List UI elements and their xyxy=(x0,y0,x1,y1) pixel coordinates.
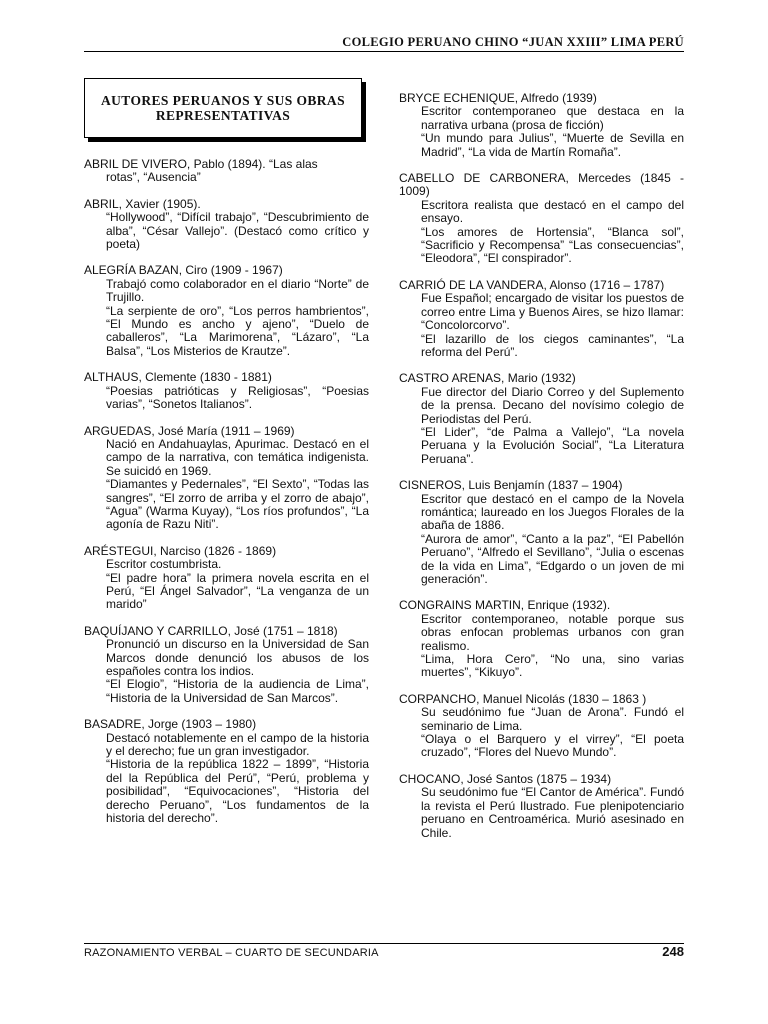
author-detail: “El Lider”, “de Palma a Vallejo”, “La novela Peruana y la Evolución Social”, “La Literatura Peruana”. xyxy=(421,424,684,466)
author-entry xyxy=(399,279,684,359)
author-heading: ABRIL, Xavier (1905). xyxy=(84,196,201,211)
author-heading: BRYCE ECHENIQUE, Alfredo (1939) xyxy=(399,91,597,105)
left-entries xyxy=(84,158,369,825)
author-detail: “El lazarillo de los ciegos caminantes”, “La reforma del Perú”. xyxy=(421,331,684,359)
left-column xyxy=(84,78,369,838)
author-entry xyxy=(399,599,684,679)
author-entry xyxy=(399,479,684,586)
header-rule xyxy=(84,51,684,52)
author-heading: CARRIÓ DE LA VANDERA, Alonso (1716 – 1787) xyxy=(399,277,665,292)
section-title-box xyxy=(84,78,362,138)
author-detail: “El padre hora” la primera novela escrita en el Perú, “El Ángel Salvador”, “La venganza de un marido” xyxy=(106,570,369,612)
author-entry xyxy=(399,372,684,466)
author-detail: “Los amores de Hortensia”, “Blanca sol”, “Sacrificio y Recompensa” “Las consecuencias”, “Eleodora”, “El conspirador”. xyxy=(421,224,684,266)
author-detail: rotas”, “Ausencia” xyxy=(106,170,201,185)
page-number: 248 xyxy=(662,944,684,959)
author-detail: Nació en Andahuaylas, Apurimac. Destacó en el campo de la narrativa, con temática indigenista. Se suicidó en 1969. xyxy=(106,436,369,478)
author-heading: CONGRAINS MARTIN, Enrique (1932). xyxy=(399,598,611,613)
author-detail: “Hollywood”, “Difícil trabajo”, “Descubrimiento de alba”, “César Vallejo”. (Destacó como crítico y poeta) xyxy=(106,210,369,252)
author-heading: ALTHAUS, Clemente (1830 - 1881) xyxy=(84,370,272,385)
author-entry xyxy=(399,693,684,760)
right-column xyxy=(399,92,684,853)
author-entry xyxy=(399,92,684,159)
author-detail: “Historia de la república 1822 – 1899”, “Historia del la República del Perú”, “Perú, problema y posibilidad”, “Equivocaciones”, “Historia del derecho Peruano”, “Los fundamentos de la historia del derecho”. xyxy=(106,757,369,826)
right-entries xyxy=(399,92,684,840)
author-detail: “El Elogio”, “Historia de la audiencia de Lima”, “Historia de la Universidad de San Marcos”. xyxy=(106,677,369,705)
author-detail: Trabajó como colaborador en el diario “Norte” de Trujillo. xyxy=(106,276,369,305)
author-detail: Escritor que destacó en el campo de la Novela romántica; laureado en los Juegos Florales de la abaña de 1886. xyxy=(421,491,684,533)
author-detail: “Aurora de amor”, “Canto a la paz”, “El Pabellón Peruano”, “Alfredo el Sevillano”, “Julia o escenas de la vida en Lima”, “Edgardo o un joven de mi generación”. xyxy=(421,531,684,586)
section-title-line-1: AUTORES PERUANOS Y SUS OBRAS xyxy=(100,93,345,108)
author-entry xyxy=(84,158,369,185)
author-entry xyxy=(399,172,684,266)
author-detail: Escritor costumbrista. xyxy=(106,557,222,572)
author-heading: ABRIL DE VIVERO, Pablo (1894). “Las alas xyxy=(84,157,318,171)
author-detail: Escritor contemporaneo, notable porque sus obras enfocan problemas urbanos con gran realismo. xyxy=(421,611,684,653)
footer-course: RAZONAMIENTO VERBAL – CUARTO DE SECUNDARIA xyxy=(84,947,379,959)
author-detail: “Un mundo para Julius”, “Muerte de Sevilla en Madrid”, “La vida de Martín Romaña”. xyxy=(421,131,684,159)
author-heading: ARÉSTEGUI, Narciso (1826 - 1869) xyxy=(84,543,277,558)
author-entry xyxy=(84,198,369,252)
author-detail: “La serpiente de oro”, “Los perros hambrientos”, “El Mundo es ancho y ajeno”, “Duelo de caballeros”, “La Marimorena”, “Lázaro”, “La Balsa”, “Los Misterios de Krautze”. xyxy=(106,303,369,358)
author-entry xyxy=(84,545,369,612)
author-heading: CHOCANO, José Santos (1875 – 1934) xyxy=(399,771,612,786)
author-entry xyxy=(84,425,369,532)
author-detail: “Poesias patrióticas y Religiosas”, “Poesias varias”, “Sonetos Italianos”. xyxy=(106,383,369,412)
author-detail: Su seudónimo fue “Juan de Arona”. Fundó el seminario de Lima. xyxy=(421,705,684,733)
author-detail: Pronunció un discurso en la Universidad de San Marcos donde denunció los abusos de los españoles contra los indios. xyxy=(106,637,369,678)
section-title-line-2: REPRESENTATIVAS xyxy=(155,108,291,123)
author-heading: CABELLO DE CARBONERA, Mercedes (1845 - 1009) xyxy=(399,171,684,199)
author-entry xyxy=(84,718,369,825)
author-entry xyxy=(84,625,369,705)
author-detail: Destacó notablemente en el campo de la historia y el derecho; fue un gran investigador. xyxy=(106,730,369,759)
author-detail: Escritora realista que destacó en el campo del ensayo. xyxy=(421,197,684,226)
author-heading: CISNEROS, Luis Benjamín (1837 – 1904) xyxy=(399,478,623,493)
author-heading: BASADRE, Jorge (1903 – 1980) xyxy=(84,717,257,732)
author-detail: Fue Español; encargado de visitar los puestos de correo entre Lima y Buenos Aires, se hizo llamar: “Concolorcorvo”. xyxy=(421,291,684,333)
author-heading: CORPANCHO, Manuel Nicolás (1830 – 1863 ) xyxy=(399,691,647,706)
author-entry xyxy=(84,371,369,411)
author-heading: ARGUEDAS, José María (1911 – 1969) xyxy=(84,423,295,438)
author-detail: Su seudónimo fue “El Cantor de América”. Fundó la revista el Perú Ilustrado. Fue plenipotenciario peruano en Centroamérica. Murió asesinado en Chile. xyxy=(421,785,684,840)
author-heading: BAQUÍJANO Y CARRILLO, José (1751 – 1818) xyxy=(84,623,338,638)
footer-rule xyxy=(84,943,684,944)
running-header: COLEGIO PERUANO CHINO “JUAN XXIII” LIMA PERÚ xyxy=(342,35,684,49)
author-detail: Escritor contemporaneo que destaca en la narrativa urbana (prosa de ficción) xyxy=(421,104,684,132)
author-detail: “Lima, Hora Cero”, “No una, sino varias muertes”, “Kikuyo”. xyxy=(421,652,684,680)
author-heading: CASTRO ARENAS, Mario (1932) xyxy=(399,371,576,386)
author-detail: “Diamantes y Pedernales”, “El Sexto”, “Todas las sangres”, “El zorro de arriba y el zorro de abajo”, “Agua” (Warma Kuyay), “Los ríos profundos”, “La agonía de Razu Niti”. xyxy=(106,477,369,532)
author-entry xyxy=(84,264,369,358)
author-detail: “Olaya o el Barquero y el virrey”, “El poeta cruzado”, “Flores del Nuevo Mundo”. xyxy=(421,732,684,760)
author-heading: ALEGRÍA BAZAN, Ciro (1909 - 1967) xyxy=(84,263,283,278)
author-entry xyxy=(399,773,684,840)
author-detail: Fue director del Diario Correo y del Suplemento de la prensa. Decano del novísimo colegio de Periodistas del Perú. xyxy=(421,384,684,426)
